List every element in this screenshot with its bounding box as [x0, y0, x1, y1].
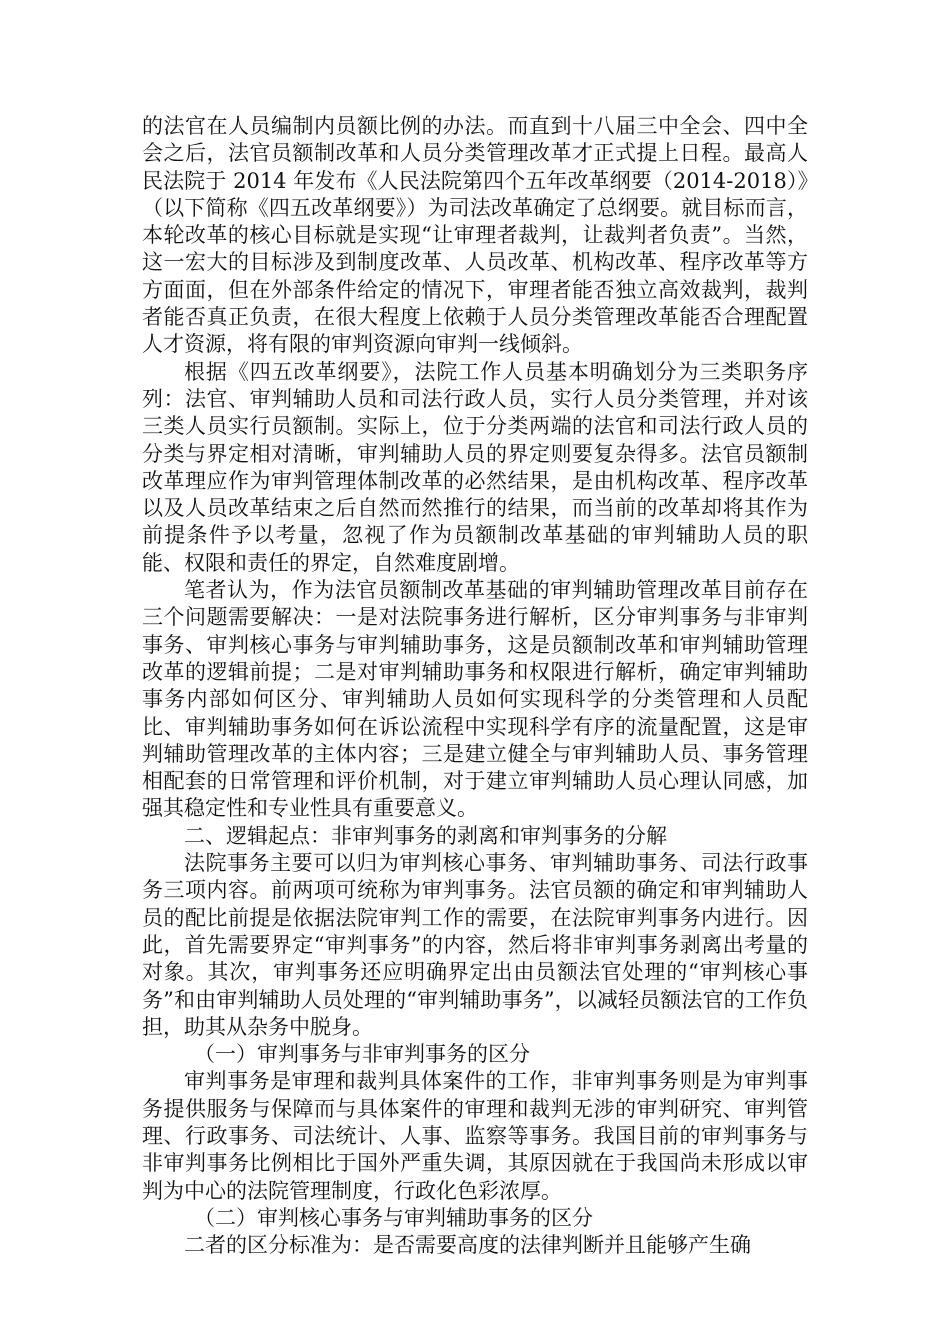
subsection-heading-2: （二）审判核心事务与审判辅助事务的区分	[194, 1205, 593, 1230]
paragraph-continued: 的法官在人员编制内员额比例的办法。而直到十八届三中全会、四中全会之后，法官员额制改革和人员分类管理改革才正式提上日程。最高人民法院于 2014 年发布《人民法院第四个五年改革纲要（2014-2018）》（以下简称《四五改革纲要》）为司法改革确定了总纲要。就目标而言，本轮改革的核心目标就是实现“让审理者裁判，让裁判者负责”。当然，这一宏大的目标涉及到制度改革、人员改革、机构改革、程序改革等方方面面，但在外部条件给定的情况下，审理者能否独立高效裁判，裁判者能否真正负责，在很大程度上依赖于人员分类管理改革能否合理配置人才资源，将有限的审判资源向审判一线倾斜。	[142, 114, 808, 357]
document-body	[142, 113, 808, 1259]
section-heading-logical-start: 二、逻辑起点：非审判事务的剥离和审判事务的分解	[184, 823, 667, 848]
paragraph-author-view: 笔者认为，作为法官员额制改革基础的审判辅助管理改革目前存在三个问题需要解决：一是对法院事务进行解析，区分审判事务与非审判事务、审判核心事务与审判辅助事务，这是员额制改革和审判辅助管理改革的逻辑前提；二是对审判辅助事务和权限进行解析，确定审判辅助事务内部如何区分、审判辅助人员如何实现科学的分类管理和人员配比、审判辅助事务如何在诉讼流程中实现科学有序的流量配置，这是审判辅助管理改革的主体内容；三是建立健全与审判辅助人员、事务管理相配套的日常管理和评价机制，对于建立审判辅助人员心理认同感，加强其稳定性和专业性具有重要意义。	[142, 578, 808, 821]
paragraph-court-affairs: 法院事务主要可以归为审判核心事务、审判辅助事务、司法行政事务三项内容。前两项可统称为审判事务。法官员额的确定和审判辅助人员的配比前提是依据法院审判工作的需要，在法院审判事务内进行。因此，首先需要界定“审判事务”的内容，然后将非审判事务剥离出考量的对象。其次，审判事务还应明确界定出由员额法官处理的“审判核心事务”和由审判辅助人员处理的“审判辅助事务”，以减轻员额法官的工作负担，助其从杂务中脱身。	[142, 851, 808, 1039]
subsection-heading-1: （一）审判事务与非审判事务的区分	[194, 1042, 530, 1067]
paragraph-trial-vs-nontrial: 审判事务是审理和裁判具体案件的工作，非审判事务则是为审判事务提供服务与保障而与具体案件的审理和裁判无涉的审判研究、审判管理、行政事务、司法统计、人事、监察等事务。我国目前的审判事务与非审判事务比例相比于国外严重失调，其原因就在于我国尚未形成以审判为中心的法院管理制度，行政化色彩浓厚。	[142, 1069, 808, 1203]
paragraph-core-vs-auxiliary: 二者的区分标准为：是否需要高度的法律判断并且能够产生确	[184, 1233, 751, 1258]
paragraph-reform-outline: 根据《四五改革纲要》，法院工作人员基本明确划分为三类职务序列：法官、审判辅助人员和司法行政人员，实行人员分类管理，并对该三类人员实行员额制。实际上，位于分类两端的法官和司法行政人员的分类与界定相对清晰，审判辅助人员的界定则要复杂得多。法官员额制改革理应作为审判管理体制改革的必然结果，是由机构改革、程序改革以及人员改革结束之后自然而然推行的结果，而当前的改革却将其作为前提条件予以考量，忽视了作为员额制改革基础的审判辅助人员的职能、权限和责任的界定，自然难度剧增。	[142, 359, 808, 575]
